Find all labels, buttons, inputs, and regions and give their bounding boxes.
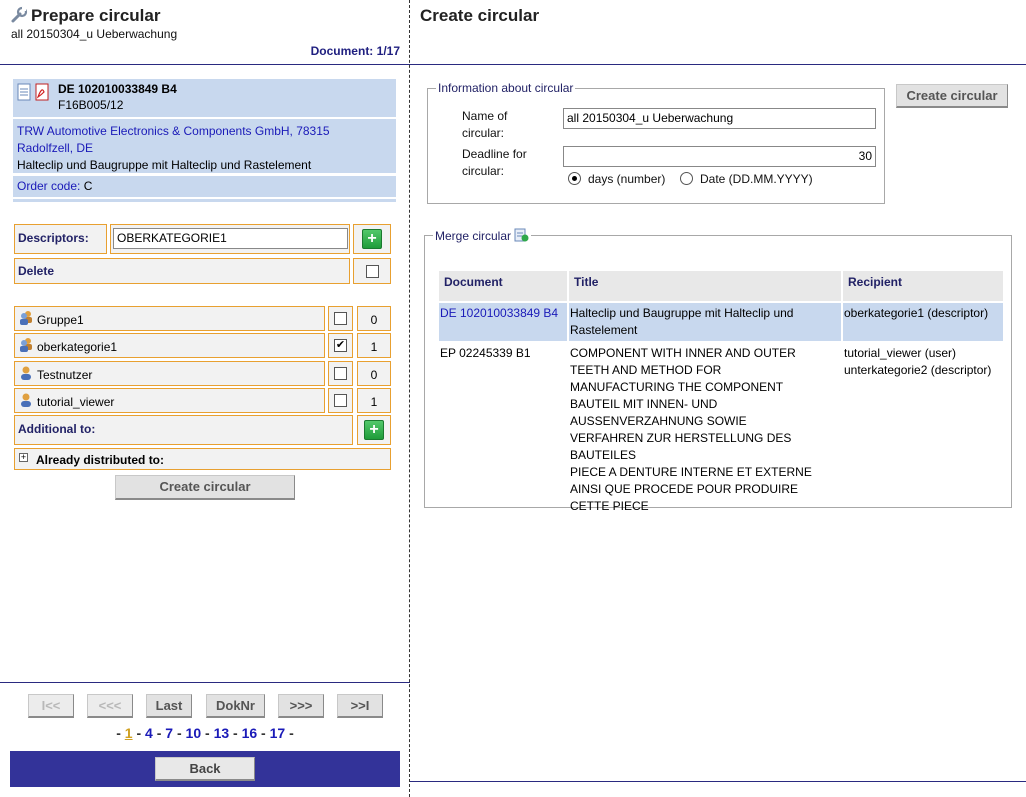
applicant-link[interactable]: TRW Automotive Electronics & Components GmbH, 78315 Radolfzell, DE — [17, 124, 330, 155]
table-row — [439, 343, 1003, 517]
recipient-count: 1 — [370, 340, 378, 354]
user-icon — [18, 365, 34, 381]
info-underline — [13, 199, 396, 202]
recipient-count-cell — [357, 306, 391, 331]
footer-bar — [10, 751, 400, 787]
document-number: DE 102010033849 B4 — [58, 82, 177, 96]
next-page-button[interactable]: >>> — [278, 694, 324, 718]
date-radio-label: Date (DD.MM.YYYY) — [700, 172, 813, 186]
name-label — [462, 108, 507, 142]
merge-table — [437, 269, 1005, 519]
page-link-current[interactable]: 1 — [124, 725, 133, 741]
page-title: Prepare circular — [31, 6, 161, 25]
descriptors-input[interactable]: OBERKATEGORIE1 — [113, 228, 348, 249]
page-link[interactable]: 10 — [185, 725, 202, 741]
recipient-checkbox[interactable] — [334, 312, 347, 325]
recipient-count-cell — [357, 333, 391, 358]
end-page-button[interactable]: >>I — [337, 694, 383, 718]
document-counter: Document: 1/17 — [310, 44, 400, 58]
header-divider — [0, 64, 410, 65]
page-link[interactable]: 7 — [165, 725, 174, 741]
ipc-code: F16B005/12 — [58, 98, 124, 112]
table-header — [439, 271, 1003, 301]
circular-subtitle: all 20150304_u Ueberwachung — [11, 27, 178, 41]
recipient-count-cell — [357, 361, 391, 386]
last-button[interactable]: Last — [146, 694, 192, 718]
row-title-line: MANUFACTURING THE COMPONENT — [570, 380, 784, 394]
add-recipient-cell — [357, 415, 391, 445]
descriptors-label: Descriptors: — [18, 231, 89, 245]
deadline-label-line1: Deadline for — [462, 147, 527, 161]
col-title: Title — [569, 271, 841, 301]
recipient-count-cell — [357, 388, 391, 413]
create-circular-button[interactable]: Create circular — [896, 84, 1008, 108]
expand-icon[interactable]: + — [20, 452, 27, 462]
row-recipient: unterkategorie2 (descriptor) — [844, 363, 992, 377]
page-link[interactable]: 17 — [269, 725, 286, 741]
document-details — [13, 119, 396, 173]
merge-circular-fieldset — [424, 228, 1012, 513]
recipient-name: Testnutzer — [37, 368, 93, 382]
recipient-name: tutorial_viewer — [37, 395, 115, 409]
delete-label: Delete — [18, 264, 55, 278]
deadline-label-line2: circular: — [462, 164, 505, 178]
previous-page-button[interactable]: <<< — [87, 694, 133, 718]
descriptors-label-cell — [14, 224, 107, 254]
circular-name-input[interactable]: all 20150304_u Ueberwachung — [563, 108, 876, 129]
recipient-checkbox[interactable] — [334, 367, 347, 380]
group-icon — [18, 310, 34, 326]
row-title-line: PIECE A DENTURE INTERNE ET EXTERNE — [570, 465, 812, 479]
row-title-line: COMPONENT WITH INNER AND OUTER — [570, 346, 796, 360]
col-document: Document — [439, 271, 567, 301]
table-row — [439, 303, 1003, 341]
add-descriptor-cell — [353, 224, 391, 254]
recipient-row[interactable] — [14, 361, 325, 386]
already-distributed-row[interactable] — [14, 448, 391, 470]
row-title-line: AINSI QUE PROCEDE POUR PRODUIRE — [570, 482, 799, 496]
recipient-row[interactable] — [14, 306, 325, 331]
document-number-cell: EP 02245339 B1 — [440, 346, 531, 360]
prepare-circular-panel — [0, 0, 410, 797]
recipient-count: 1 — [370, 395, 378, 409]
recipient-checkbox-checked[interactable]: ✔ — [335, 339, 346, 351]
order-code-row — [13, 176, 396, 197]
row-title-line: CETTE PIECE — [570, 499, 649, 513]
footer-divider — [0, 682, 410, 683]
create-circular-button-left[interactable]: Create circular — [115, 475, 295, 500]
name-label-line1: Name of — [462, 109, 508, 123]
merge-circular-legend: Merge circular — [435, 229, 512, 243]
order-code-label: Order code: — [17, 179, 81, 193]
back-button[interactable]: Back — [155, 757, 255, 781]
recipient-row[interactable] — [14, 333, 325, 358]
recipient-name: Gruppe1 — [37, 313, 84, 327]
group-icon — [18, 337, 34, 353]
delete-checkbox-cell — [353, 258, 391, 284]
add-recipient-button[interactable]: + — [364, 420, 384, 440]
order-code-value: C — [80, 179, 93, 193]
row-title-line: TEETH AND METHOD FOR — [570, 363, 722, 377]
document-icons — [17, 83, 53, 101]
descriptors-input-cell — [110, 224, 350, 254]
recipient-count: 0 — [370, 368, 378, 382]
recipient-check-cell — [328, 333, 353, 358]
page-links: - 1 - 4 - 7 - 10 - 13 - 16 - 17 - — [116, 725, 294, 741]
page-link[interactable]: 4 — [145, 725, 153, 741]
doknr-button[interactable]: DokNr — [206, 694, 265, 718]
additional-label-cell — [14, 415, 353, 445]
right-page-title: Create circular — [420, 6, 540, 25]
first-page-button[interactable]: I<< — [28, 694, 74, 718]
merge-icon[interactable] — [514, 228, 529, 242]
additional-label: Additional to: — [18, 422, 96, 436]
row-title-line: BAUTEILES — [570, 448, 637, 462]
delete-label-cell — [14, 258, 350, 284]
days-radio-label: days (number) — [588, 172, 666, 186]
recipient-check-cell — [328, 388, 353, 413]
deadline-label — [462, 146, 527, 180]
recipient-check-cell — [328, 361, 353, 386]
merge-circular-legend-wrap — [433, 228, 531, 243]
row-title-line: BAUTEIL MIT INNEN- UND — [570, 397, 718, 411]
page-link[interactable]: 13 — [213, 725, 230, 741]
wrench-icon — [10, 6, 28, 24]
document-title: Halteclip und Baugruppe mit Halteclip und Rastelement — [17, 158, 312, 172]
row-title-line: AUSSENVERZAHNUNG SOWIE — [570, 414, 747, 428]
page-link[interactable]: 16 — [241, 725, 258, 741]
document-link[interactable]: DE 102010033849 B4 — [440, 306, 559, 320]
recipient-count: 0 — [370, 313, 378, 327]
row-recipient: tutorial_viewer (user) — [844, 346, 957, 360]
create-circular-panel — [410, 0, 1026, 797]
col-recipient: Recipient — [843, 271, 1003, 301]
recipient-check-cell — [328, 306, 353, 331]
row-recipient: oberkategorie1 (descriptor) — [844, 306, 989, 320]
recipient-checkbox[interactable] — [334, 394, 347, 407]
row-title-line: VERFAHREN ZUR HERSTELLUNG DES — [570, 431, 792, 445]
add-descriptor-button[interactable]: + — [362, 229, 382, 249]
delete-checkbox[interactable] — [366, 265, 379, 278]
name-label-line2: circular: — [462, 126, 505, 140]
right-footer-divider — [410, 781, 1026, 782]
already-distributed-label: Already distributed to: — [36, 453, 165, 467]
row-title-line: Rastelement — [570, 323, 638, 337]
days-radio[interactable] — [568, 172, 581, 185]
right-header-divider — [410, 64, 1026, 65]
circular-info-legend: Information about circular — [438, 81, 574, 95]
recipient-row[interactable] — [14, 388, 325, 413]
user-icon — [18, 392, 34, 408]
recipient-name: oberkategorie1 — [37, 340, 118, 354]
document-header — [13, 79, 396, 117]
deadline-input[interactable]: 30 — [563, 146, 876, 167]
date-radio[interactable] — [680, 172, 693, 185]
row-title-line: Halteclip und Baugruppe mit Halteclip und — [570, 306, 794, 320]
